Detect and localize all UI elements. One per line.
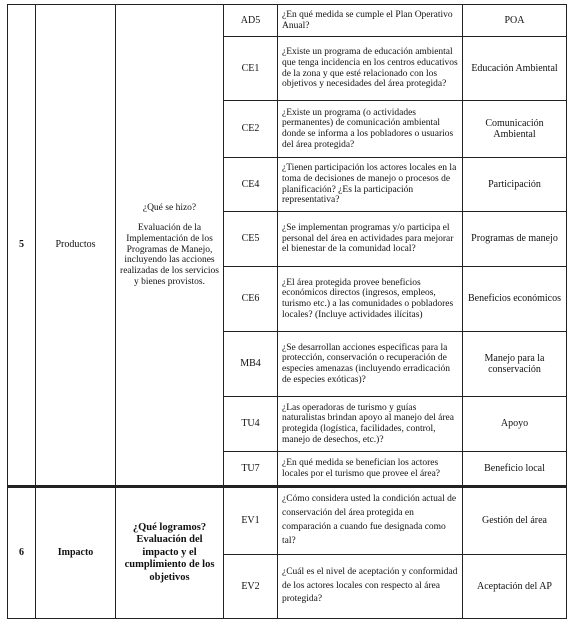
indicator-question: ¿El área protegida provee beneficios económicos directos (ingresos, empleos, turismo etc.) a las comunidades o pobladores locales? (Incluye actividades ilícitas) (278, 267, 463, 332)
table-row (8, 5, 567, 37)
indicator-code: CE5 (224, 212, 278, 267)
indicator-variable: Aceptación del AP (463, 555, 567, 619)
indicator-question: ¿Existe un programa de educación ambiental que tenga incidencia en los centros educativos de la zona y que esté relacionado con los objetivos y necesidades del área protegida? (278, 37, 463, 101)
indicator-variable: Gestión del área (463, 487, 567, 555)
indicator-variable: Programas de manejo (463, 212, 567, 267)
indicator-table (7, 4, 567, 619)
section-description-question: ¿Qué logramos? (132, 521, 207, 533)
table-row (8, 487, 567, 555)
indicator-variable: Beneficios económicos (463, 267, 567, 332)
indicator-code: MB4 (224, 332, 278, 397)
indicator-code: EV2 (224, 555, 278, 619)
section-number: 6 (8, 487, 36, 619)
section-number: 5 (8, 5, 36, 487)
indicator-variable: POA (463, 5, 567, 37)
indicator-question: ¿Existe un programa (o actividades permanentes) de comunicación ambiental donde se informa a los pobladores o usuarios del área protegida? (278, 101, 463, 158)
indicator-variable: Manejo para la conservación (463, 332, 567, 397)
indicator-code: CE4 (224, 158, 278, 212)
indicator-code: CE2 (224, 101, 278, 158)
section-description-text: Evaluación de la Implementación de los Programas de Manejo, incluyendo las acciones realizadas de los servicios y bienes provistos. (120, 223, 219, 287)
indicator-question: ¿Las operadoras de turismo y guías naturalistas brindan apoyo al manejo del área protegida (logística, facilidades, control, manejo de desechos, etc.)? (278, 397, 463, 452)
section-description-text: Evaluación del impacto y el cumplimiento de los objetivos (124, 534, 215, 583)
indicator-variable: Apoyo (463, 397, 567, 452)
indicator-code: CE1 (224, 37, 278, 101)
indicator-question: ¿Cuál es el nivel de aceptación y conformidad de los actores locales con respecto al área protegida? (278, 555, 463, 619)
indicator-variable: Beneficio local (463, 452, 567, 487)
indicator-variable: Educación Ambiental (463, 37, 567, 101)
section-description (116, 487, 224, 619)
indicator-question: ¿Se implementan programas y/o participa el personal del área en actividades para mejorar el bienestar de la comunidad local? (278, 212, 463, 267)
indicator-question: ¿En qué medida se benefician los actores locales por el turismo que provee el área? (278, 452, 463, 487)
section-name: Productos (36, 5, 116, 487)
indicator-code: EV1 (224, 487, 278, 555)
indicator-code: TU7 (224, 452, 278, 487)
indicator-variable: Participación (463, 158, 567, 212)
section-description-question: ¿Qué se hizo? (142, 202, 197, 213)
indicator-code: CE6 (224, 267, 278, 332)
indicator-question: ¿Se desarrollan acciones específicas para la protección, conservación o recuperación de especies amenazas (incluyendo erradicación de especies exóticas)? (278, 332, 463, 397)
indicator-code: AD5 (224, 5, 278, 37)
indicator-question: ¿Tienen participación los actores locales en la toma de decisiones de manejo o procesos de planificación? ¿Es la participación representativa? (278, 158, 463, 212)
indicator-variable: Comunicación Ambiental (463, 101, 567, 158)
section-name: Impacto (36, 487, 116, 619)
indicator-question: ¿Cómo considera usted la condición actual de conservación del área protegida en comparación a cuando fue designada como tal? (278, 487, 463, 555)
indicator-table-container (7, 4, 566, 619)
section-description (116, 5, 224, 487)
indicator-question: ¿En qué medida se cumple el Plan Operativo Anual? (278, 5, 463, 37)
indicator-code: TU4 (224, 397, 278, 452)
